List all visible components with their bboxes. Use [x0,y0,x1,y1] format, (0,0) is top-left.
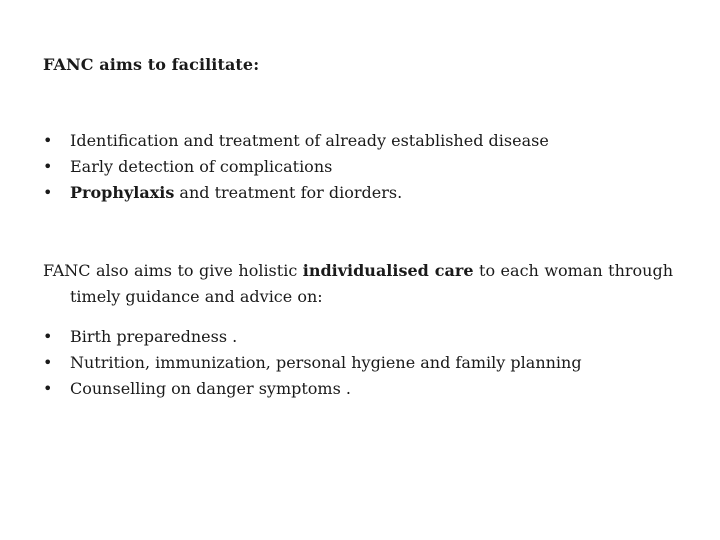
bullet-icon: • [43,379,53,398]
paragraph-text-before: FANC also aims to give holistic [43,261,303,280]
list-item-text: Nutrition, immunization, personal hygiene and family planning [70,353,582,372]
list-item-bold-text: Prophylaxis [70,183,175,202]
list-item [43,180,549,206]
list-item [43,350,582,376]
bullet-icon: • [43,327,53,346]
guidance-list [43,324,582,402]
list-item-text: Birth preparedness . [70,327,238,346]
list-item-text: Counselling on danger symptoms . [70,379,351,398]
paragraph-bold-text: individualised care [302,261,474,280]
bullet-icon: • [43,183,53,202]
list-item-text: Identification and treatment of already established disease [70,131,549,150]
list-item-text: Early detection of complications [70,157,333,176]
bullet-icon: • [43,157,53,176]
paragraph-text-after: to each woman through timely guidance and advice on: [70,261,674,306]
list-item-text: and treatment for diorders. [174,183,403,202]
section-heading: FANC aims to facilitate: [43,55,260,74]
list-item [43,376,582,402]
list-item [43,128,549,154]
aims-list [43,128,549,206]
list-item [43,324,582,350]
bullet-icon: • [43,353,53,372]
bullet-icon: • [43,131,53,150]
list-item [43,154,549,180]
holistic-care-paragraph [43,258,673,310]
